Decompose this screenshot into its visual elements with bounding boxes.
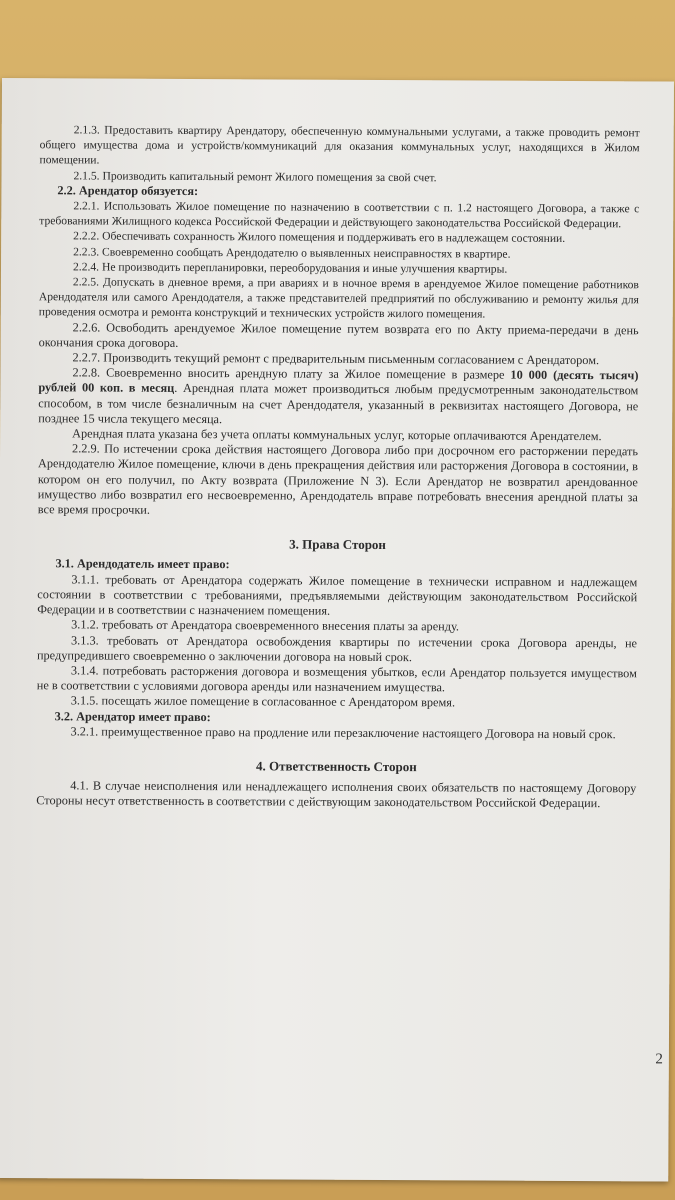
- clause-2-2-8: [38, 365, 638, 429]
- clause-3-1-3: 3.1.3. требовать от Арендатора освобождения квартиры по истечении срока Договора аренды, не предупредившего своевременно о заключении договора на новый срок.: [36, 632, 638, 664]
- clause-2-2-8-text-c: . Арендная плата может производиться любым предусмотренным законодательством способом, в том числе безналичным на счет Арендодателя, указанный в реквизитах настоящего Договора, не позднее 15 числа текущего месяца.: [38, 381, 639, 427]
- rent-amount: 10 000 (десять тысяч) рублей 00 коп. в месяц: [38, 367, 639, 396]
- clause-2-2-9: 2.2.9. По истечении срока действия настоящего Договора либо при досрочном его расторжении передать Арендодателю Жилое помещение, ключи в день прекращения действия или расторжения Договора в состоянии, в котором он его получил, по Акту возврата (Приложение N 3). Если Арендатор не возвратил арендованное имущество либо возвратил его несвоевременно, Арендодатель вправе потребовать внесения арендной платы за все время просрочки.: [37, 441, 639, 517]
- clause-2-2-4: 2.2.4. Не производить перепланировки, переоборудования и иные улучшения квартиры.: [72, 260, 508, 276]
- subheading-3-1: 3.1. Арендодатель имеет право:: [55, 556, 230, 572]
- clause-2-2-8-text-a: 2.2.8. Своевременно вносить арендную плату за Жилое помещение в размере: [72, 365, 511, 382]
- clause-2-2-6: 2.2.6. Освободить арендуемое Жилое помещение путем возврата его по Акту приема-передачи в день окончания срока договора.: [38, 320, 639, 350]
- clause-3-1-5: 3.1.5. посещать жилое помещение в согласованное с Арендатором время.: [70, 693, 456, 710]
- section-4-heading: 4. Ответственность Сторон: [256, 758, 417, 775]
- clause-2-1-5: 2.1.5. Производить капитальный ремонт Жилого помещения за свой счет.: [73, 168, 437, 184]
- subheading-3-2: 3.2. Арендатор имеет право:: [54, 708, 211, 724]
- clause-3-2-1: 3.2.1. преимущественное право на продление или перезаключение настоящего Договора на новый срок.: [70, 724, 616, 741]
- clause-2-2-3: 2.2.3. Своевременно сообщать Арендодателю о выявленных неисправностях в квартире.: [73, 244, 511, 261]
- section-3-heading: 3. Права Сторон: [289, 536, 386, 553]
- clause-3-1-1: 3.1.1. требовать от Арендатора содержать Жилое помещение в технически исправном и надлежащем состоянии в соответствии с требованиями, предъявляемыми действующим законодательством Российской Федерации и в соответствии с назначением помещения.: [37, 572, 638, 618]
- clause-2-2-1: 2.2.1. Использовать Жилое помещение по назначению в соответствии с п. 1.2 настоящего Договора, а также с требованиями Жилищного кодекса Российской Федерации и действующего законодательства Российской Федерации.: [39, 199, 640, 231]
- document-page: [0, 78, 674, 1182]
- rent-note: Арендная плата указана без учета оплаты коммунальных услуг, которые оплачиваются Арендателем.: [72, 426, 602, 444]
- clause-3-1-2: 3.1.2. требовать от Арендатора своевременного внесения платы за аренду.: [71, 617, 460, 634]
- clause-2-2-7: 2.2.7. Производить текущий ремонт с предварительным письменным согласованием с Арендатором.: [72, 350, 600, 368]
- subheading-2-2: 2.2. Арендатор обязуется:: [57, 183, 199, 198]
- document-body: [36, 122, 640, 812]
- clause-2-2-5: 2.2.5. Допускать в дневное время, а при авариях и в ночное время в арендуемое Жилое помещение работников Арендодателя или самого Арендодателя, а также представителей предприятий по обслуживанию и ремонту жилья для проведения осмотра и ремонта конструкций и технических устройств жилого помещения.: [38, 275, 639, 321]
- page-number: 2: [655, 1051, 663, 1068]
- clause-2-2-2: 2.2.2. Обеспечивать сохранность Жилого помещения и поддерживать его в надлежащем состоянии.: [73, 229, 566, 246]
- clause-2-1-3: 2.1.3. Предоставить квартиру Арендатору, обеспеченную коммунальными услугами, а также проводить ремонт общего имущества дома и устройств/коммуникаций для оказания коммунальных услуг, находящихся в Жилом помещении.: [39, 123, 640, 167]
- clause-3-1-4: 3.1.4. потребовать расторжения договора и возмещения убытков, если Арендатор пользуется имуществом не в соответствии с условиями договора аренды или назначением имущества.: [36, 663, 637, 695]
- clause-4-1: 4.1. В случае неисполнения или ненадлежащего исполнения своих обязательств по настоящему Договору Стороны несут ответственность в соответствии с действующим законодательством Российской Федерации.: [36, 778, 637, 811]
